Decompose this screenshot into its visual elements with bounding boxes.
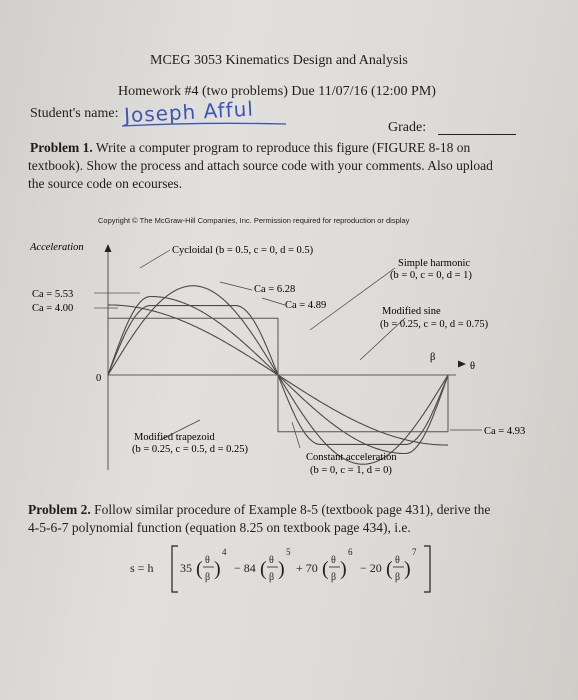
eq-den: β (395, 572, 401, 583)
eq-close-paren: ) (340, 558, 347, 580)
eq-right-bracket (424, 546, 430, 592)
eq-coef-84: − 84 (234, 561, 256, 575)
eq-open-paren: ( (196, 558, 203, 580)
problem2-line2: 4-5-6-7 polynomial function (equation 8.25 on textbook page 434), i.e. (28, 520, 411, 535)
ca-489-label: Ca = 4.89 (285, 300, 327, 311)
eq-num: θ (269, 555, 274, 566)
eq-num: θ (395, 555, 400, 566)
beta-label: β (430, 352, 436, 363)
problem1-line3: the source code on ecourses. (28, 176, 183, 191)
figure-copyright: Copyright © The McGraw-Hill Companies, Inc. Permission required for reproduction or display (98, 216, 410, 225)
eq-open-paren: ( (322, 558, 329, 580)
eq-power-4: 4 (222, 547, 227, 557)
eq-den: β (331, 572, 337, 583)
harmonic-label-2: (b = 0, c = 0, d = 1) (390, 270, 472, 281)
ca-400-label: Ca = 4.00 (32, 303, 74, 314)
x-axis-label: θ (470, 361, 476, 372)
problem2-label: Problem 2. (28, 502, 91, 517)
eq-close-paren: ) (278, 558, 285, 580)
problem1-text1: Write a computer program to reproduce this figure (FIGURE 8-18 on (95, 140, 471, 155)
modsine-label-2: (b = 0.25, c = 0, d = 0.75) (380, 319, 489, 330)
y-axis-label: Acceleration (30, 242, 84, 253)
homework-line: Homework #4 (two problems) Due 11/07/16 (12:00 PM) (118, 84, 436, 99)
ca-493-label: Ca = 4.93 (484, 426, 526, 437)
cycloidal-label: Cycloidal (b = 0.5, c = 0, d = 0.5) (172, 245, 314, 256)
eq-coef-70: + 70 (296, 561, 318, 575)
student-name-handwritten: Joseph Afful (123, 96, 255, 128)
eq-coef-20: − 20 (360, 561, 382, 575)
eq-open-paren: ( (260, 558, 267, 580)
modsine-label-1: Modified sine (382, 306, 441, 317)
eq-power-7: 7 (412, 547, 417, 557)
modtrap-label-2: (b = 0.25, c = 0.5, d = 0.25) (132, 444, 249, 455)
problem2-text1: Follow similar procedure of Example 8-5 (textbook page 431), derive the (94, 502, 491, 517)
constacc-label-2: (b = 0, c = 1, d = 0) (310, 465, 392, 476)
eq-close-paren: ) (214, 558, 221, 580)
eq-power-5: 5 (286, 547, 291, 557)
eq-open-paren: ( (386, 558, 393, 580)
student-name-label: Student's name: (30, 106, 119, 121)
eq-lhs: s = h (130, 561, 154, 575)
harmonic-label-1: Simple harmonic (398, 258, 471, 269)
eq-den: β (205, 572, 211, 583)
eq-num: θ (331, 555, 336, 566)
modtrap-label-1: Modified trapezoid (134, 432, 215, 443)
eq-left-bracket (172, 546, 178, 592)
origin-label: 0 (96, 373, 102, 384)
eq-den: β (269, 572, 275, 583)
grade-label: Grade: (388, 120, 427, 135)
ca-628-label: Ca = 6.28 (254, 284, 296, 295)
eq-num: θ (205, 555, 210, 566)
ca-553-label: Ca = 5.53 (32, 289, 74, 300)
course-title: MCEG 3053 Kinematics Design and Analysis (150, 53, 408, 68)
eq-coef-35: 35 (180, 561, 192, 575)
eq-power-6: 6 (348, 547, 353, 557)
problem1-line2: textbook). Show the process and attach source code with your comments. Also upload (28, 158, 493, 173)
problem1-label: Problem 1. (30, 140, 93, 155)
eq-close-paren: ) (404, 558, 411, 580)
constacc-label-1: Constant acceleration (306, 452, 397, 463)
